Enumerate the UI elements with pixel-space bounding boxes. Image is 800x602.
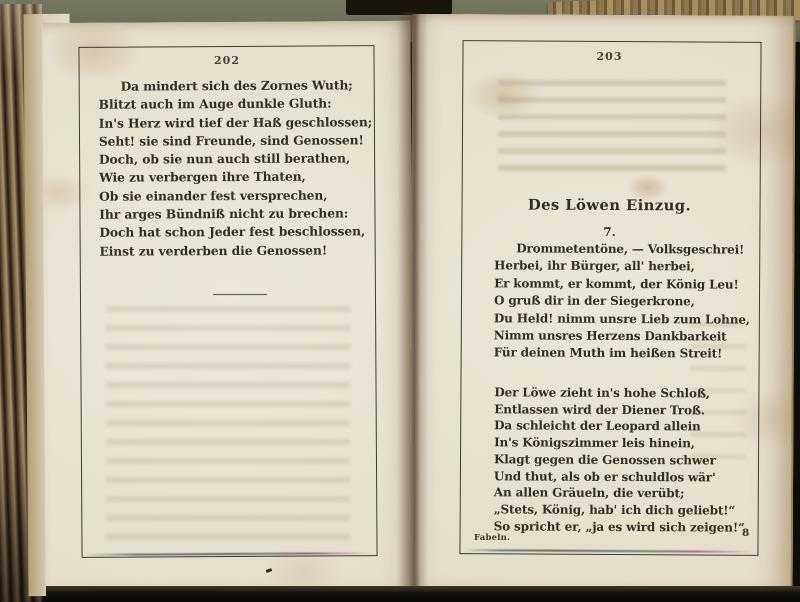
page-number-left: 202 xyxy=(214,54,240,67)
book-gutter-shadow xyxy=(398,12,428,592)
poem-line: Er kommt, er kommt, der König Leu! xyxy=(494,276,739,292)
sheet-number: 8 xyxy=(742,527,750,539)
background-shadow-bottom xyxy=(46,586,800,602)
poem-line: Für deinen Muth im heißen Streit! xyxy=(493,345,723,361)
poem-line: Ob sie einander fest versprechen, xyxy=(99,187,328,204)
poem-line: Da schleicht der Leopard allein xyxy=(494,418,701,434)
right-page-stanza-1 xyxy=(494,240,757,363)
poem-line: Doch, ob sie nun auch still berathen, xyxy=(98,150,351,167)
poem-title: Des Löwen Einzug. xyxy=(527,196,692,215)
poem-line: Wie zu verbergen ihre Thaten, xyxy=(99,169,306,186)
poem-line: Klagt gegen die Genossen schwer xyxy=(493,452,716,468)
poem-line: O gruß dir in der Siegerkrone, xyxy=(493,293,695,309)
poem-line: „Stets, König, hab' ich dich geliebt!“ xyxy=(493,502,736,518)
poem-line: Du Held! nimm unsre Lieb zum Lohne, xyxy=(493,310,750,327)
poem-line: Ihr arges Bündniß nicht zu brechen: xyxy=(99,205,349,222)
poem-line: Blitzt auch im Auge dunkle Gluth: xyxy=(98,95,332,113)
poem-line: Da mindert sich des Zornes Wuth; xyxy=(120,77,353,94)
poem-line: In's Königszimmer leis hinein, xyxy=(494,435,695,451)
poem-line: Nimm unsres Herzens Dankbarkeit xyxy=(493,328,727,344)
poem-line: Der Löwe zieht in's hohe Schloß, xyxy=(494,385,710,401)
poem-line: Seht! sie sind Freunde, sind Genossen! xyxy=(98,132,364,149)
poem-line: Entlassen wird der Diener Troß. xyxy=(494,402,705,418)
poem-line: Doch hat schon Jeder fest beschlossen, xyxy=(99,223,366,241)
right-page-stanza-2 xyxy=(494,384,761,536)
poem-line: Drommetentöne, — Volksgeschrei! xyxy=(516,241,745,257)
poem-line: An allen Gräueln, die verübt; xyxy=(493,485,685,501)
section-divider-rule xyxy=(213,294,267,295)
poem-line: Einst zu verderben die Genossen! xyxy=(99,242,328,259)
poem-line: Und thut, als ob er schuldlos wär' xyxy=(493,468,716,484)
poem-line: So spricht er, „ja es wird sich zeigen!“ xyxy=(493,518,745,535)
page-number-right: 203 xyxy=(596,50,623,63)
left-page-poem xyxy=(99,76,380,260)
poem-section-number: 7. xyxy=(603,224,616,240)
printer-signature-label: Fabeln. xyxy=(474,533,511,543)
poem-line: In's Herz wird tief der Haß geschlossen; xyxy=(98,113,373,131)
poem-line: Herbei, ihr Bürger, all' herbei, xyxy=(494,258,695,274)
